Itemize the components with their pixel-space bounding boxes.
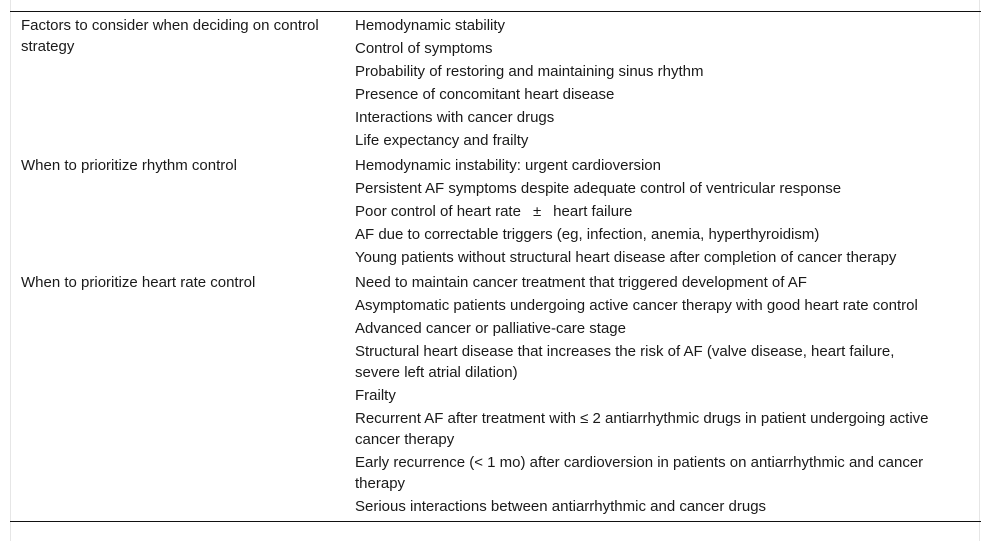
row-header-label: When to prioritize heart rate control xyxy=(21,274,256,291)
list-item: Need to maintain cancer treatment that triggered development of AF xyxy=(355,274,807,291)
row-items-cell xyxy=(355,12,981,153)
list-item: Control of symptoms xyxy=(355,40,493,57)
list-item: Persistent AF symptoms despite adequate control of ventricular response xyxy=(355,180,842,197)
table-row-factors xyxy=(10,12,981,153)
table-row-rate-control xyxy=(10,269,981,522)
row-header-cell xyxy=(10,152,355,269)
af-control-strategy-table xyxy=(10,11,981,522)
list-item: Early recurrence (< 1 mo) after cardioversion in patients on antiarrhythmic and cancer therapy xyxy=(355,454,924,492)
row-header-label: Factors to consider when deciding on control strategy xyxy=(21,17,319,55)
list-item: Life expectancy and frailty xyxy=(355,132,529,149)
row-header-cell xyxy=(10,269,355,522)
list-item: Advanced cancer or palliative-care stage xyxy=(355,320,626,337)
row-header-label: When to prioritize rhythm control xyxy=(21,157,237,174)
list-item: Probability of restoring and maintaining sinus rhythm xyxy=(355,63,704,80)
list-item: Serious interactions between antiarrhythmic and cancer drugs xyxy=(355,498,767,515)
list-item: Hemodynamic instability: urgent cardioversion xyxy=(355,157,661,174)
list-item: Recurrent AF after treatment with ≤ 2 antiarrhythmic drugs in patient undergoing active cancer therapy xyxy=(355,410,929,448)
list-item: Frailty xyxy=(355,387,396,404)
list-item-text: Poor control of heart rate xyxy=(355,203,521,220)
list-item: Asymptomatic patients undergoing active cancer therapy with good heart rate control xyxy=(355,297,918,314)
list-item: Hemodynamic stability xyxy=(355,17,506,34)
list-item-text-suffix: heart failure xyxy=(553,203,633,220)
plus-minus-symbol: ± xyxy=(532,203,542,220)
row-items-cell xyxy=(355,152,981,269)
row-header-cell xyxy=(10,12,355,153)
table-row-rhythm-control xyxy=(10,152,981,269)
row-items-cell xyxy=(355,269,981,522)
list-item: AF due to correctable triggers (eg, infection, anemia, hyperthyroidism) xyxy=(355,226,820,243)
list-item xyxy=(355,200,941,223)
list-item: Young patients without structural heart disease after completion of cancer therapy xyxy=(355,249,897,266)
list-item: Structural heart disease that increases the risk of AF (valve disease, heart failure, severe left atrial dilation) xyxy=(355,343,895,381)
list-item: Presence of concomitant heart disease xyxy=(355,86,615,103)
list-item: Interactions with cancer drugs xyxy=(355,109,555,126)
